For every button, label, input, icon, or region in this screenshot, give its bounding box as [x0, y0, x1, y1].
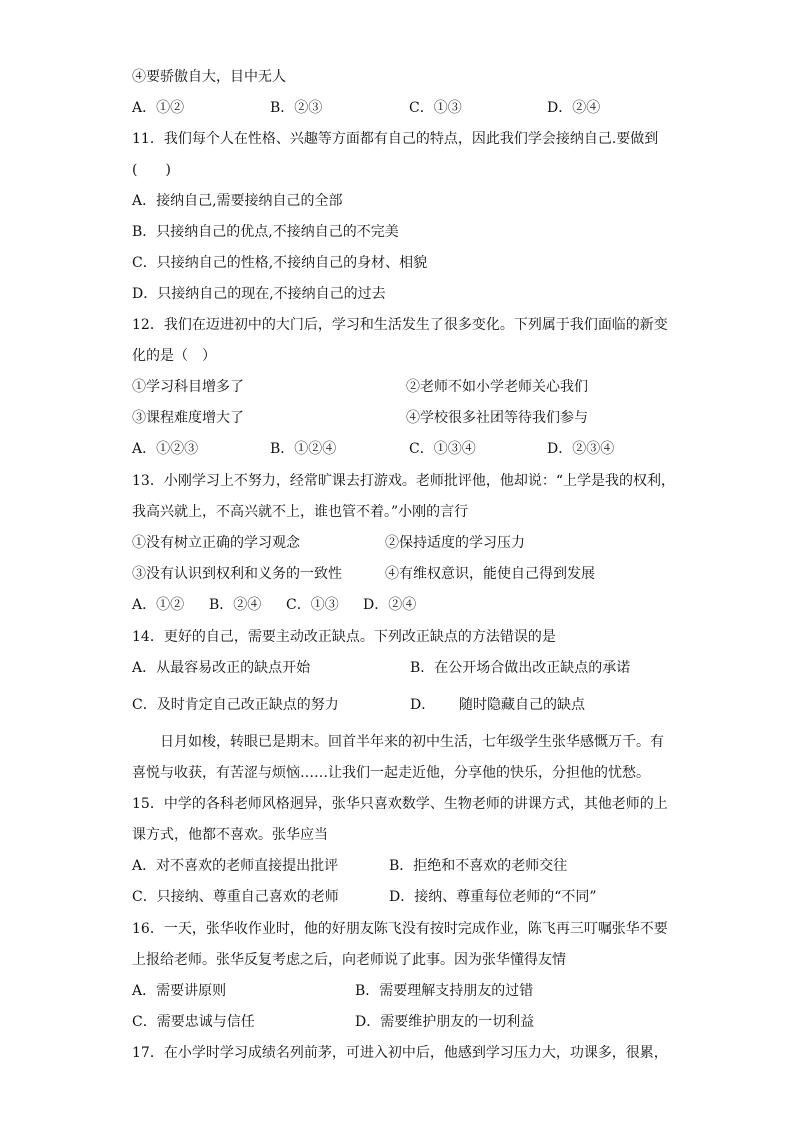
q16-choice-a: A．需要讲原则 — [132, 983, 227, 999]
q16-choice-b: B．需要理解支持朋友的过错 — [355, 983, 534, 999]
q12-choice-d: D．②③④ — [547, 441, 615, 457]
q13-stem-line2: 我高兴就上，不高兴就不上，谁也管不着。”小刚的言行 — [132, 504, 469, 520]
q13-choice-d: D．②④ — [363, 597, 417, 613]
q14-choice-b: B．在公开场合做出改正缺点的承诺 — [410, 660, 631, 676]
q15-stem-line2: 课方式，他都不喜欢。张华应当 — [132, 827, 328, 843]
q11-choice-b: B．只接纳自己的优点,不接纳自己的不完美 — [132, 224, 399, 240]
q12-stem-line1: 12．我们在迈进初中的大门后，学习和生活发生了很多变化。下列属于我们面临的新变 — [132, 317, 668, 333]
q13-choice-a: A．①② — [132, 597, 185, 613]
q11-choice-a: A．接纳自己,需要接纳自己的全部 — [132, 193, 343, 209]
q17-stem-line1: 17．在小学时学习成绩名列前茅，可进入初中后，他感到学习压力大，功课多，很累， — [132, 1045, 668, 1061]
q16-choice-c: C．需要忠诚与信任 — [132, 1014, 255, 1030]
q11-choice-d: D．只接纳自己的现在,不接纳自己的过去 — [132, 286, 386, 302]
q12-choice-a: A．①②③ — [132, 441, 199, 457]
passage-line1: 日月如梭，转眼已是期末。回首半年来的初中生活，七年级学生张华感慨万千。有 — [160, 734, 664, 750]
q14-stem: 14．更好的自己，需要主动改正缺点。下列改正缺点的方法错误的是 — [132, 629, 556, 645]
q10-choice-b: B．②③ — [270, 100, 323, 116]
q15-choice-b: B．拒绝和不喜欢的老师交往 — [389, 858, 568, 874]
q13-item-4: ④有维权意识，能使自己得到发展 — [385, 566, 595, 582]
q11-choice-c: C．只接纳自己的性格,不接纳自己的身材、相貌 — [132, 255, 428, 271]
q12-choice-c: C．①③④ — [409, 441, 476, 457]
q12-item-4: ④学校很多社团等待我们参与 — [406, 410, 588, 426]
q14-choice-c: C．及时肯定自己改正缺点的努力 — [132, 697, 339, 713]
q12-choice-b: B．①②④ — [270, 441, 337, 457]
q10-choice-c: C．①③ — [409, 100, 462, 116]
q16-choice-d: D．需要维护朋友的一切利益 — [355, 1014, 535, 1030]
q13-stem-line1: 13．小刚学习上不努力，经常旷课去打游戏。老师批评他，他却说：“上学是我的权利， — [132, 473, 675, 489]
q12-stem-line2: 化的是（ ） — [132, 348, 216, 364]
q15-choice-a: A．对不喜欢的老师直接提出批评 — [132, 858, 339, 874]
q13-choice-b: B．②④ — [209, 597, 262, 613]
q14-choice-d-label: D． — [410, 697, 436, 713]
q10-item-4: ④要骄傲自大，目中无人 — [132, 69, 286, 85]
q15-stem-line1: 15．中学的各科老师风格迥异，张华只喜欢数学、生物老师的讲课方式，其他老师的上 — [132, 796, 668, 812]
q14-choice-d-text: 随时隐藏自己的缺点 — [459, 697, 585, 713]
q13-item-1: ①没有树立正确的学习观念 — [132, 535, 300, 551]
passage-line2: 喜悦与收获，有苦涩与烦恼……让我们一起走近他，分享他的快乐，分担他的忧愁。 — [132, 765, 650, 781]
q12-item-3: ③课程难度增大了 — [132, 410, 244, 426]
q10-choice-d: D．②④ — [547, 100, 601, 116]
q10-choice-a: A．①② — [132, 100, 185, 116]
q13-item-3: ③没有认识到权利和义务的一致性 — [132, 566, 342, 582]
q14-choice-a: A．从最容易改正的缺点开始 — [132, 660, 311, 676]
q15-choice-c: C．只接纳、尊重自己喜欢的老师 — [132, 889, 339, 905]
q16-stem-line1: 16．一天，张华收作业时，他的好朋友陈飞没有按时完成作业，陈飞再三叮嘱张华不要 — [132, 921, 668, 937]
q12-item-2: ②老师不如小学老师关心我们 — [406, 379, 588, 395]
q16-stem-line2: 上报给老师。张华反复考虑之后，向老师说了此事。因为张华懂得友情 — [132, 952, 566, 968]
q13-choice-c: C．①③ — [286, 597, 339, 613]
q12-item-1: ①学习科目增多了 — [132, 379, 244, 395]
q11-stem-line1: 11．我们每个人在性格、兴趣等方面都有自己的特点，因此我们学会接纳自己.要做到 — [132, 131, 659, 147]
q11-stem-line2: ( ) — [132, 162, 171, 178]
q15-choice-d: D．接纳、尊重每位老师的“不同” — [389, 889, 597, 905]
q13-item-2: ②保持适度的学习压力 — [385, 535, 525, 551]
